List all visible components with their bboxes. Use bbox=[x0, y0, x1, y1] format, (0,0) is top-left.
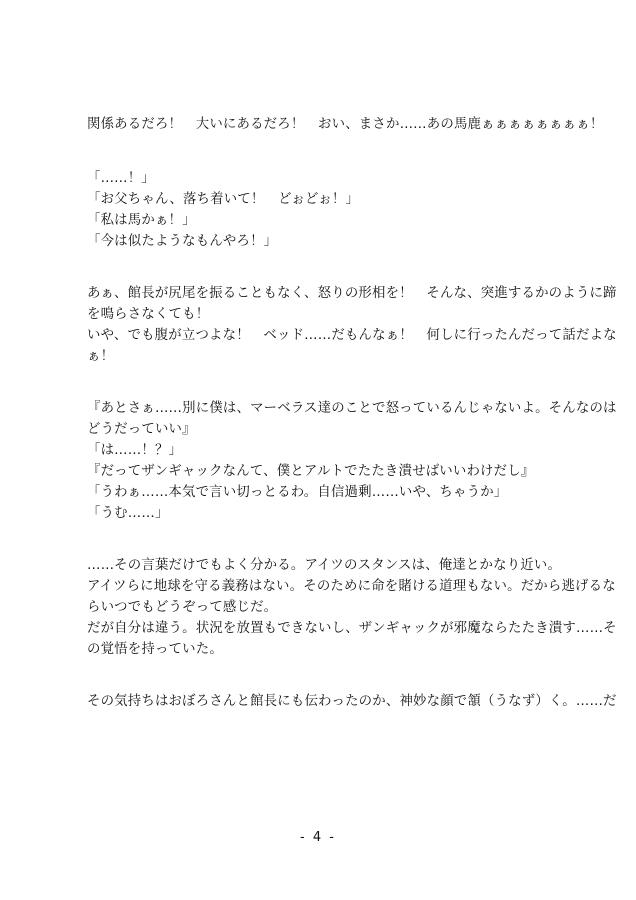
text-line: 「は……！？」 bbox=[87, 443, 183, 458]
text-line: だが自分は違う。状況を放置もできないし、ザンギャックが邪魔ならたたき潰す……そ bbox=[87, 621, 617, 636]
text-line: その気持ちはおぼろさんと館長にも伝わったのか、神妙な顔で頷（うなず）く。……だ bbox=[87, 694, 617, 709]
paragraph-2 bbox=[87, 168, 557, 252]
text-line: いや、でも腹が立つよな！ ベッド……だもんなぁ！ 何しに行ったんだって話だよな bbox=[87, 328, 617, 343]
text-line: 「お父ちゃん、落ち着いて！ どぉどぉ！」 bbox=[87, 192, 360, 207]
text-line: 「うむ……」 bbox=[87, 506, 169, 521]
paragraph-6 bbox=[87, 691, 617, 712]
paragraph-1 bbox=[87, 114, 604, 135]
text-line: アイツらに地球を守る義務はない。そのために命を賭ける道理もない。だから逃げるな bbox=[87, 579, 616, 594]
paragraph-spacer bbox=[87, 135, 557, 168]
text-line: 関係あるだろ！ 大いにあるだろ！ おい、まさか……あの馬鹿ぁぁぁぁぁぁぁぁ！ bbox=[87, 117, 604, 132]
paragraph-spacer bbox=[87, 367, 557, 398]
body-text bbox=[87, 114, 617, 712]
paragraph-5 bbox=[87, 555, 617, 660]
text-line: あぁ、館長が尻尾を振ることもなく、怒りの形相を！ そんな、突進するかのように蹄 bbox=[87, 286, 617, 301]
text-line: の覚悟を持っていた。 bbox=[87, 642, 223, 657]
text-line: 「……！」 bbox=[87, 171, 155, 186]
text-line: 「うわぁ……本気で言い切っとるわ。自信過剰……いや、ちゃうか」 bbox=[87, 485, 508, 500]
text-line: ぁ！ bbox=[87, 349, 115, 364]
text-line: 『だってザンギャックなんて、僕とアルトでたたき潰せばいいわけだし』 bbox=[87, 464, 535, 479]
text-line: を鳴らさなくても！ bbox=[87, 307, 210, 322]
paragraph-spacer bbox=[87, 660, 557, 691]
page-number: - 4 - bbox=[300, 830, 336, 845]
paragraph-spacer bbox=[87, 524, 557, 555]
text-line: ……その言葉だけでもよく分かる。アイツのスタンスは、俺達とかなり近い。 bbox=[87, 558, 562, 573]
paragraph-3 bbox=[87, 283, 617, 367]
paragraph-4 bbox=[87, 398, 617, 524]
paragraph-spacer bbox=[87, 252, 557, 283]
text-line: 「私は馬かぁ！」 bbox=[87, 213, 196, 228]
text-line: 『あとさぁ……別に僕は、マーベラス達のことで怒っているんじゃないよ。そんなのは bbox=[87, 401, 617, 416]
text-line: らいつでもどうぞって感じだ。 bbox=[87, 600, 278, 615]
text-line: 「今は似たようなもんやろ！」 bbox=[87, 234, 278, 249]
text-line: どうだっていい』 bbox=[87, 422, 196, 437]
